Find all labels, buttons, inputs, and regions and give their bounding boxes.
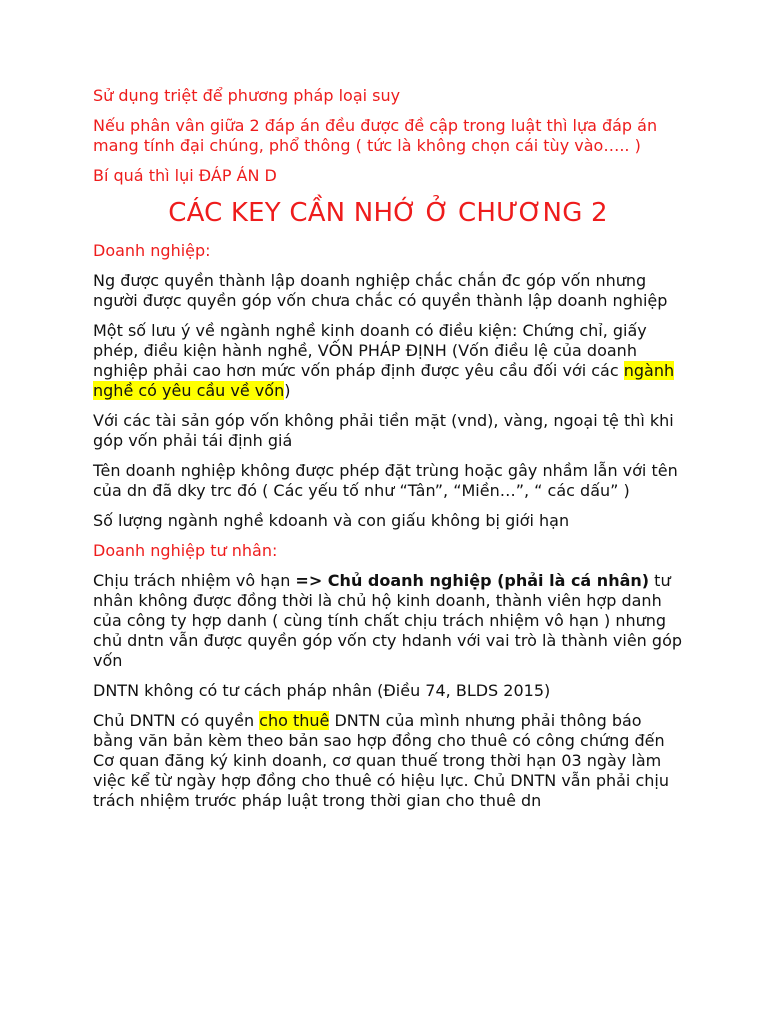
section-heading-dntn: Doanh nghiệp tư nhân: — [93, 541, 278, 560]
paragraph-lease — [93, 711, 683, 811]
section-heading-doanh-nghiep: Doanh nghiệp: — [93, 241, 211, 260]
note-line-3: Bí quá thì lụi ĐÁP ÁN D — [93, 166, 277, 185]
highlighted-text: ngành nghề có yêu cầu về vốn — [93, 361, 675, 400]
paragraph: Số lượng ngành nghề kdoanh và con giấu không bị giới hạn — [93, 511, 570, 530]
paragraph-text: Chịu trách nhiệm vô hạn — [93, 571, 296, 590]
paragraph-liability — [93, 571, 683, 671]
paragraph: Với các tài sản góp vốn không phải tiền mặt (vnd), vàng, ngoại tệ thì khi góp vốn phải tái định giá — [93, 411, 674, 450]
bold-text: => Chủ doanh nghiệp (phải là cá nhân) — [295, 571, 650, 590]
paragraph-text-rest: tư nhân không được đồng thời là chủ hộ kinh doanh, thành viên hợp danh của công ty hợp danh ( cùng tính chất chịu trách nhiệm vô hạn ) nhưng chủ dntn vẫn được quyền góp vốn cty hdanh với vai trò là thành viên góp vốn — [93, 571, 683, 670]
note-line-2: Nếu phân vân giữa 2 đáp án đều được đề cập trong luật thì lựa đáp án mang tính đại chúng, phổ thông ( tức là không chọn cái tùy vào….. ) — [93, 116, 658, 155]
paragraph-text-rest: DNTN của mình nhưng phải thông báo bằng văn bản kèm theo bản sao hợp đồng cho thuê có công chứng đến Cơ quan đăng ký kinh doanh, cơ quan thuế trong thời hạn 03 ngày làm việc kể từ ngày hợp đồng cho thuê có hiệu lực. Chủ DNTN vẫn phải chịu trách nhiệm trước pháp luật trong thời gian cho thuê dn — [93, 711, 669, 810]
highlighted-text: cho thuê — [259, 711, 330, 730]
paragraph-text: Một số lưu ý về ngành nghề kinh doanh có điều kiện: Chứng chỉ, giấy phép, điều kiện hành nghề, VỐN PHÁP ĐỊNH (Vốn điều lệ của doanh nghiệp phải cao hơn mức vốn pháp định được yêu cầu đối với các — [93, 321, 647, 380]
paragraph: Tên doanh nghiệp không được phép đặt trùng hoặc gây nhầm lẫn với tên của dn đã dky trc đó ( Các yếu tố như “Tân”, “Miền…”, “ các dấu” ) — [93, 461, 678, 500]
note-line-1: Sử dụng triệt để phương pháp loại suy — [93, 86, 401, 105]
paragraph-conditional-business — [93, 321, 683, 401]
paragraph: DNTN không có tư cách pháp nhân (Điều 74, BLDS 2015) — [93, 681, 551, 700]
paragraph-text-end: ) — [284, 381, 291, 400]
paragraph: Ng được quyền thành lập doanh nghiệp chắc chắn đc góp vốn nhưng người được quyền góp vốn chưa chắc có quyền thành lập doanh nghiệp — [93, 271, 668, 310]
document-body — [93, 86, 683, 821]
chapter-title: CÁC KEY CẦN NHỚ Ở CHƯƠNG 2 — [168, 198, 608, 228]
paragraph-text: Chủ DNTN có quyền — [93, 711, 260, 730]
